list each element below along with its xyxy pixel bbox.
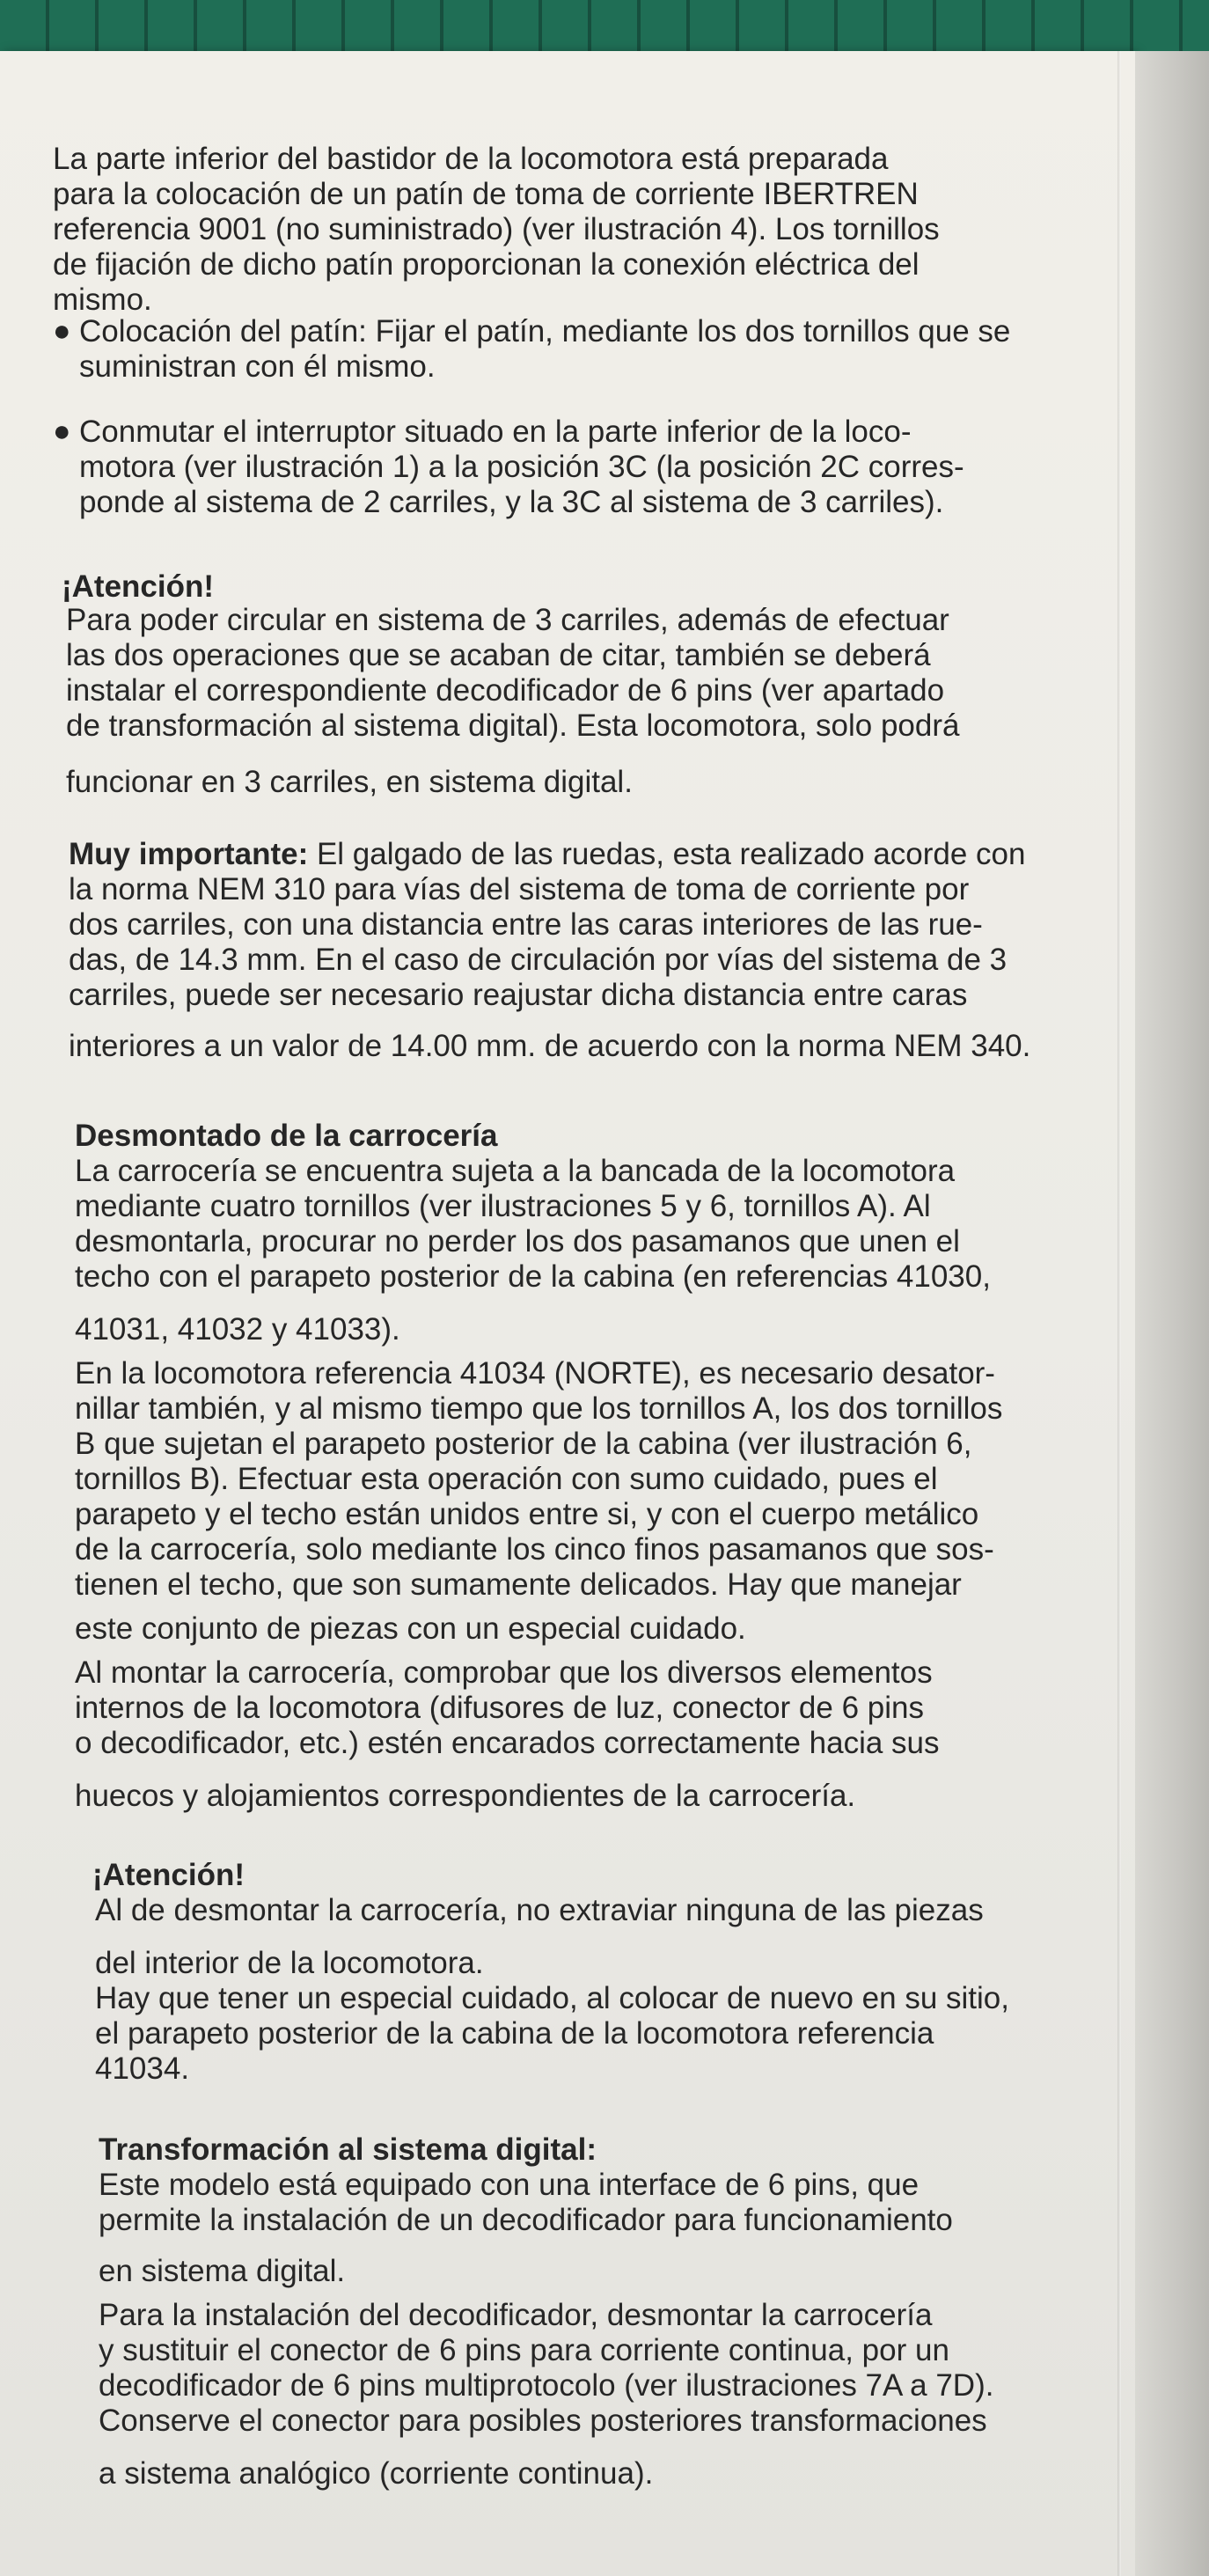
paragraph-line: permite la instalación de un decodificador para funcionamiento [99,2203,953,2237]
paragraph-line: en sistema digital. [99,2254,346,2288]
intro-line: La parte inferior del bastidor de la locomotora está preparada [53,142,889,176]
paragraph-text: El galgado de las ruedas, esta realizado acorde con [308,837,1026,871]
paragraph-line: Para la instalación del decodificador, desmontar la carrocería [99,2298,933,2332]
paragraph-line: tornillos B). Efectuar esta operación con sumo cuidado, pues el [75,1462,938,1496]
paragraph-line: techo con el parapeto posterior de la cabina (en referencias 41030, [75,1259,991,1294]
paragraph-line: mediante cuatro tornillos (ver ilustraciones 5 y 6, tornillos A). Al [75,1189,931,1223]
intro-line: de fijación de dicho patín proporcionan la conexión eléctrica del [53,247,920,282]
paragraph-line: o decodificador, etc.) estén encarados correctamente hacia sus [75,1726,940,1760]
paragraph-line: Al montar la carrocería, comprobar que los diversos elementos [75,1655,933,1690]
bullet-icon: ● [53,314,71,348]
bullet-line: ponde al sistema de 2 carriles, y la 3C al sistema de 3 carriles). [79,485,944,519]
paragraph-line: de la carrocería, solo mediante los cinco finos pasamanos que sos- [75,1532,994,1567]
muy-importante-first-line [69,836,1026,873]
paragraph-line: nillar también, y al mismo tiempo que los tornillos A, los dos tornillos [75,1391,1003,1426]
paragraph-line: La carrocería se encuentra sujeta a la bancada de la locomotora [75,1154,956,1188]
paragraph-line: instalar el correspondiente decodificador de 6 pins (ver apartado [66,673,945,708]
bullet-line: Colocación del patín: Fijar el patín, mediante los dos tornillos que se [79,314,1011,349]
page-fold [1117,51,1121,2576]
paragraph-line: Para poder circular en sistema de 3 carriles, además de efectuar [66,603,949,637]
paragraph-line: En la locomotora referencia 41034 (NORTE), es necesario desator- [75,1356,995,1391]
intro-line: mismo. [53,283,152,317]
paragraph-line: de transformación al sistema digital). Esta locomotora, solo podrá [66,708,960,743]
section-heading-digital: Transformación al sistema digital: [99,2132,597,2167]
paragraph-line: tienen el techo, que son sumamente delicados. Hay que manejar [75,1567,962,1602]
paragraph-line: y sustituir el conector de 6 pins para corriente continua, por un [99,2333,949,2367]
paragraph-line: decodificador de 6 pins multiprotocolo (ver ilustraciones 7A a 7D). [99,2368,994,2403]
paragraph-line: dos carriles, con una distancia entre las caras interiores de las rue- [69,907,983,942]
paragraph-line: a sistema analógico (corriente continua). [99,2456,654,2491]
paragraph-line: Hay que tener un especial cuidado, al colocar de nuevo en su sitio, [95,1981,1009,2015]
paragraph-line: el parapeto posterior de la cabina de la locomotora referencia [95,2016,934,2051]
paragraph-line: funcionar en 3 carriles, en sistema digital. [66,765,633,799]
paragraph-line: Al de desmontar la carrocería, no extraviar ninguna de las piezas [95,1893,984,1927]
page-edge [1135,51,1209,2576]
bullet-line: suministran con él mismo. [79,349,436,384]
paragraph-line: 41034. [95,2051,190,2086]
paragraph-line: B que sujetan el parapeto posterior de la cabina (ver ilustración 6, [75,1427,972,1461]
paragraph-line: Este modelo está equipado con una interface de 6 pins, que [99,2168,920,2202]
intro-line: referencia 9001 (no suministrado) (ver ilustración 4). Los tornillos [53,212,940,246]
bullet-icon: ● [53,415,71,448]
paragraph-line: huecos y alojamientos correspondientes de la carrocería. [75,1779,856,1813]
section-heading-atencion: ¡Atención! [92,1858,245,1892]
bullet-line: Conmutar el interruptor situado en la parte inferior de la loco- [79,415,912,449]
paragraph-line: carriles, puede ser necesario reajustar dicha distancia entre caras [69,978,968,1012]
paragraph-line: del interior de la locomotora. [95,1946,484,1980]
paragraph-line: Conserve el conector para posibles posteriores transformaciones [99,2404,987,2438]
section-heading-muy-importante: Muy importante: [69,837,309,871]
paragraph-line: 41031, 41032 y 41033). [75,1312,400,1347]
paragraph-line: das, de 14.3 mm. En el caso de circulación por vías del sistema de 3 [69,943,1008,977]
green-tape-top [0,0,1209,53]
section-heading-atencion: ¡Atención! [62,569,215,604]
paragraph-line: parapeto y el techo están unidos entre si, y con el cuerpo metálico [75,1497,979,1531]
paragraph-line: interiores a un valor de 14.00 mm. de acuerdo con la norma NEM 340. [69,1029,1031,1063]
paragraph-line: internos de la locomotora (difusores de luz, conector de 6 pins [75,1691,924,1725]
paragraph-line: este conjunto de piezas con un especial cuidado. [75,1611,746,1646]
paragraph-line: la norma NEM 310 para vías del sistema de toma de corriente por [69,872,970,906]
paragraph-line: las dos operaciones que se acaban de citar, también se deberá [66,638,931,672]
section-heading-desmontado: Desmontado de la carrocería [75,1119,498,1153]
bullet-line: motora (ver ilustración 1) a la posición 3C (la posición 2C corres- [79,450,964,484]
paragraph-line: desmontarla, procurar no perder los dos pasamanos que unen el [75,1224,960,1259]
intro-line: para la colocación de un patín de toma de corriente IBERTREN [53,177,919,211]
